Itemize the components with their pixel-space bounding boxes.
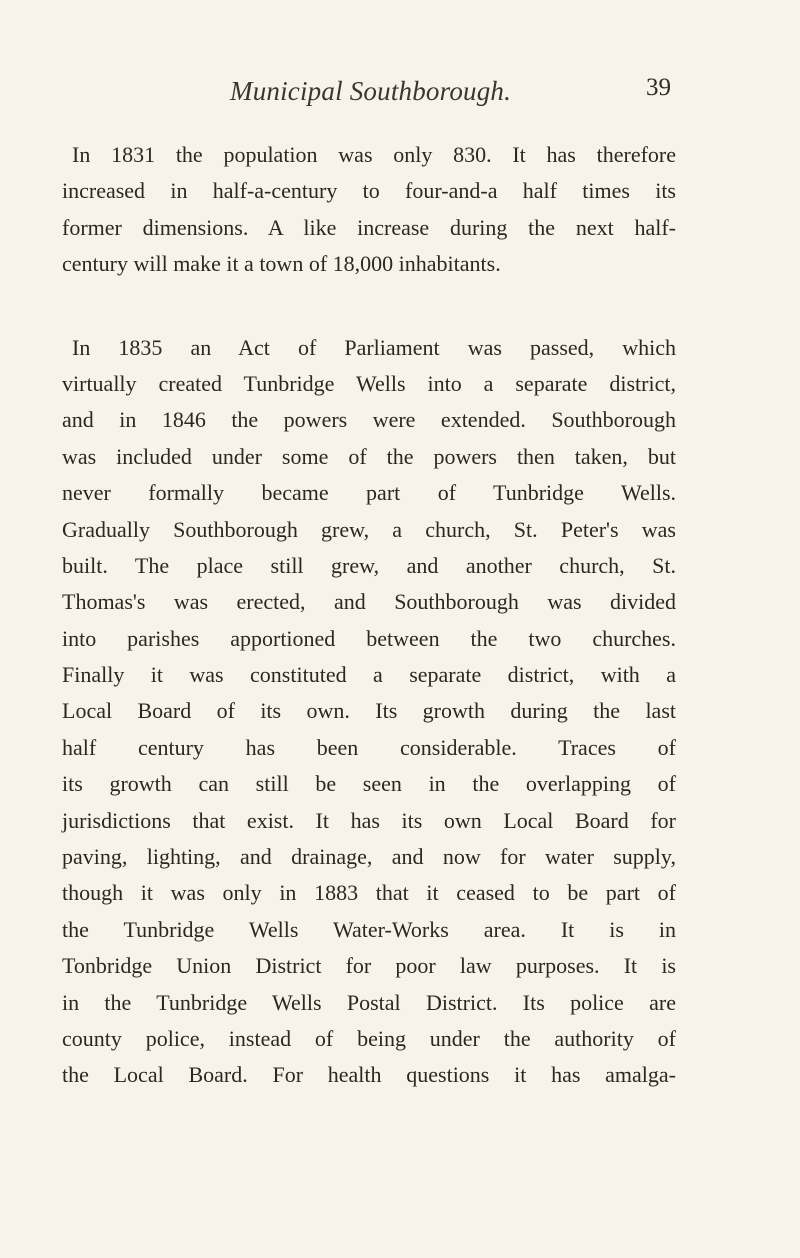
running-title: Municipal Southborough. xyxy=(230,76,512,106)
text-line: century will make it a town of 18,000 inhabitants. xyxy=(62,251,501,277)
text-line: built. The place still grew, and another church, St. xyxy=(62,552,676,578)
text-line: its growth can still be seen in the overlapping of xyxy=(62,771,676,797)
text-line: paving, lighting, and drainage, and now for water supply, xyxy=(62,844,676,870)
text-line: former dimensions. A like increase during the next half- xyxy=(62,214,676,240)
page-number: 39 xyxy=(646,74,671,101)
paragraph-population xyxy=(62,137,676,283)
text-line: the Tunbridge Wells Water-Works area. It is in xyxy=(62,916,676,942)
text-line: Thomas's was erected, and Southborough was divided xyxy=(62,589,676,615)
text-line: In 1835 an Act of Parliament was passed, which xyxy=(72,334,676,360)
text-line: Gradually Southborough grew, a church, St. Peter's was xyxy=(62,516,676,542)
text-line: Finally it was constituted a separate district, with a xyxy=(62,662,676,688)
text-line: increased in half-a-century to four-and-a half times its xyxy=(62,178,676,204)
text-line: and in 1846 the powers were extended. Southborough xyxy=(62,407,676,433)
text-line: virtually created Tunbridge Wells into a separate district, xyxy=(62,370,676,396)
text-line: though it was only in 1883 that it ceased to be part of xyxy=(62,880,676,906)
text-line: in the Tunbridge Wells Postal District. Its police are xyxy=(62,989,676,1015)
text-line: county police, instead of being under the authority of xyxy=(62,1025,676,1051)
text-line: the Local Board. For health questions it has amalga- xyxy=(62,1062,676,1088)
running-head xyxy=(0,66,800,106)
text-line: was included under some of the powers then taken, but xyxy=(62,443,676,469)
text-line: half century has been considerable. Traces of xyxy=(62,734,676,760)
text-line: jurisdictions that exist. It has its own Local Board for xyxy=(62,807,676,833)
paragraph-history xyxy=(62,330,676,1094)
text-line: Local Board of its own. Its growth during the last xyxy=(62,698,676,724)
text-line: into parishes apportioned between the two churches. xyxy=(62,625,676,651)
body-text xyxy=(62,137,676,1094)
text-line: Tonbridge Union District for poor law purposes. It is xyxy=(62,953,676,979)
text-line: never formally became part of Tunbridge Wells. xyxy=(62,480,676,506)
paragraph-gap xyxy=(62,283,676,330)
text-line: In 1831 the population was only 830. It has therefore xyxy=(72,142,676,167)
